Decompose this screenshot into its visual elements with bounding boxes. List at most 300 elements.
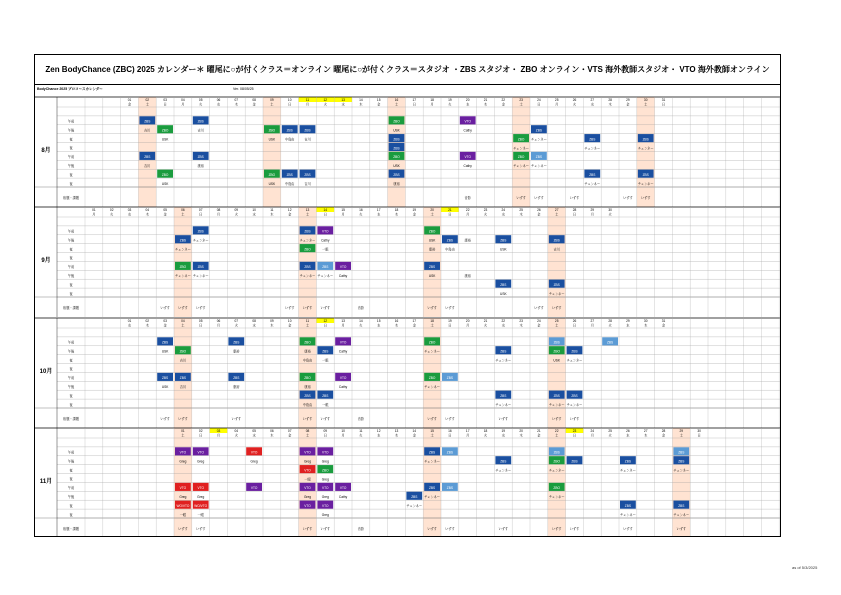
date-number: 06 — [216, 98, 221, 102]
row-label: 午前 — [67, 376, 75, 381]
weekday-label: 水 — [501, 212, 505, 217]
weekday-label: 金 — [377, 102, 381, 107]
teacher-name: USK — [268, 137, 276, 142]
homework-entry: いずす — [676, 527, 687, 531]
weekday-label: 金 — [501, 102, 505, 107]
weekday-label: 木 — [270, 433, 274, 438]
class-code: ZBS — [144, 119, 151, 124]
class-code: ZBS — [304, 229, 311, 234]
date-number: 26 — [572, 98, 577, 102]
weekday-label: 金 — [412, 212, 416, 217]
weekday-label: 土 — [555, 212, 559, 217]
date-number: 12 — [287, 208, 292, 212]
date-number: 17 — [412, 319, 417, 323]
saturday-column — [672, 428, 690, 536]
class-code: ZBS — [446, 238, 454, 243]
teacher-name: USK — [393, 164, 400, 169]
teacher-name: チェンネー — [317, 274, 334, 279]
teacher-name: 康裕 — [464, 238, 471, 243]
row-label: 夜 — [69, 146, 73, 151]
teacher-name: チェンネー — [620, 468, 636, 473]
weekday-label: 火 — [199, 102, 203, 107]
class-code: ZBS — [446, 376, 454, 381]
row-label: 夜 — [69, 393, 73, 398]
date-number: 09 — [234, 208, 239, 212]
teacher-name: USK — [161, 349, 169, 354]
teacher-name: Greg — [303, 459, 312, 464]
weekday-label: 日 — [448, 323, 452, 328]
teacher-name: Greg — [179, 495, 187, 500]
teacher-name: Greg — [321, 477, 329, 482]
weekday-label: 水 — [341, 102, 345, 107]
class-code: ZBS — [322, 393, 329, 398]
class-code: VTO — [179, 486, 187, 491]
homework-entry: いずす — [551, 306, 562, 310]
date-number: 05 — [198, 98, 203, 102]
date-number: 27 — [554, 208, 559, 212]
date-number: 30 — [697, 429, 701, 433]
teacher-name: USK — [161, 181, 169, 186]
homework-entry: いずす — [320, 306, 331, 310]
date-number: 31 — [661, 98, 666, 102]
row-label: 午前 — [67, 265, 75, 270]
date-number: 25 — [554, 98, 559, 102]
class-code: VTO — [304, 450, 311, 455]
date-number: 05 — [163, 208, 167, 212]
saturday-column — [299, 428, 317, 536]
date-number: 07 — [198, 208, 203, 212]
row-label: 午前 — [67, 229, 75, 234]
weekday-label: 水 — [252, 212, 256, 217]
homework-entry: いずす — [178, 527, 188, 531]
teacher-name: USK — [428, 238, 436, 243]
month-block-1 — [35, 97, 780, 207]
teacher-name: 吉川 — [179, 385, 187, 390]
row-label: 午後 — [67, 164, 75, 168]
class-code: ZBS — [304, 265, 311, 270]
weekday-label: 月 — [430, 102, 434, 107]
date-number: 22 — [554, 429, 559, 433]
class-code: ZBS — [428, 486, 436, 491]
weekday-label: 金 — [163, 323, 167, 328]
teacher-name: チェンネー — [637, 181, 654, 186]
class-code: ZBS — [553, 238, 560, 243]
teacher-name: チェンネー — [637, 146, 654, 151]
row-label: 夜 — [69, 402, 73, 407]
weekday-label: 木 — [270, 323, 274, 328]
weekday-label: 金 — [537, 323, 541, 328]
teacher-name: Cathy — [321, 238, 330, 243]
date-number: 25 — [519, 208, 523, 212]
teacher-name: 康裕 — [304, 349, 311, 354]
row-label: 午前 — [67, 155, 75, 160]
weekday-label: 木 — [519, 323, 523, 328]
weekday-label: 月 — [216, 433, 221, 438]
weekday-label: 火 — [359, 433, 363, 438]
date-number: 18 — [430, 319, 434, 323]
weekday-label: 日 — [323, 212, 327, 217]
date-number: 03 — [216, 429, 221, 433]
date-number: 29 — [590, 208, 595, 212]
date-number: 22 — [501, 98, 506, 102]
weekday-label: 日 — [572, 433, 577, 438]
date-number: 26 — [572, 319, 577, 323]
teacher-name: USK — [500, 247, 507, 252]
date-number: 08 — [252, 98, 256, 102]
class-code: ZBS — [233, 376, 240, 381]
teacher-name: チェンネー — [673, 468, 690, 473]
date-number: 14 — [359, 98, 363, 102]
weekday-label: 土 — [679, 433, 683, 438]
weekday-label: 金 — [537, 433, 541, 438]
date-number: 09 — [323, 429, 328, 433]
teacher-name: Cathy — [338, 495, 348, 500]
date-number: 07 — [287, 429, 292, 433]
row-label: 午後 — [67, 238, 75, 243]
homework-entry: いずす — [534, 306, 544, 310]
homework-entry: いずす — [195, 527, 206, 531]
weekday-label: 土 — [270, 102, 274, 107]
date-number: 20 — [519, 429, 523, 433]
saturday-column — [548, 318, 566, 428]
date-number: 26 — [537, 208, 541, 212]
class-code: ZBS — [535, 155, 543, 160]
homework-label: 宿題・課題 — [63, 417, 79, 421]
row-label: 午前 — [67, 119, 75, 124]
weekday-label: 木 — [234, 102, 238, 107]
teacher-name: 中島由 — [302, 358, 313, 363]
date-number: 12 — [323, 98, 328, 102]
teacher-name: チェンネー — [424, 385, 440, 390]
weekday-label: 水 — [127, 323, 132, 328]
weekday-label: 水 — [466, 102, 470, 107]
weekday-label: 火 — [234, 433, 238, 438]
date-number: 15 — [430, 429, 434, 433]
date-number: 29 — [626, 319, 630, 323]
class-code: ZBS — [411, 495, 418, 500]
weekday-label: 水 — [216, 102, 221, 107]
row-label: 夜 — [69, 358, 73, 363]
class-code: ZBS — [500, 349, 507, 354]
date-number: 10 — [252, 208, 256, 212]
class-code: ZBS — [161, 376, 169, 381]
homework-entry: いずす — [569, 417, 580, 421]
weekday-label: 土 — [430, 433, 434, 438]
row-label: 夜 — [69, 291, 73, 296]
class-code: VTO — [304, 503, 311, 508]
class-code: ZBO — [268, 172, 276, 177]
weekday-label: 火 — [483, 212, 488, 217]
teacher-name: 中島由 — [284, 137, 295, 142]
teacher-name: Greg — [250, 459, 258, 464]
date-number: 01 — [181, 429, 185, 433]
weekday-label: 日 — [199, 212, 203, 217]
teacher-name: チェンネー — [424, 495, 440, 500]
weekday-label: 水 — [626, 433, 630, 438]
class-code: ZBS — [553, 393, 560, 398]
date-number: 22 — [465, 208, 470, 212]
class-code: ZBS — [571, 349, 578, 354]
homework-entry: いずす — [302, 417, 313, 421]
date-number: 06 — [181, 208, 185, 212]
page-title: Zen BodyChance (ZBC) 2025 カレンダー＊ 曜尾に○が付くクラス＝オンライン 曜尾に○が付くクラス＝スタジオ ・ZBS スタジオ・ ZBO オンライン・VTS 海外教師スタジオ・ VTO 海外教師オンライン — [35, 55, 780, 85]
weekday-label: 月 — [216, 323, 221, 328]
weekday-label: 日 — [448, 433, 452, 438]
weekday-label: 月 — [466, 323, 470, 328]
class-code: ZBS — [500, 282, 507, 287]
teacher-name: USK — [500, 291, 507, 296]
class-code: ZBS — [393, 137, 400, 142]
teacher-name: USK — [393, 128, 400, 133]
date-number: 24 — [537, 319, 541, 323]
date-number: 02 — [145, 319, 150, 323]
teacher-name: USK — [428, 274, 436, 279]
teacher-name: チェンネー — [495, 358, 512, 363]
weekday-label: 木 — [608, 102, 612, 107]
weekday-label: 火 — [234, 323, 238, 328]
row-label: 夜 — [69, 181, 73, 186]
date-number: 06 — [270, 429, 274, 433]
date-number: 07 — [234, 98, 239, 102]
saturday-column — [548, 428, 566, 536]
class-code: ZBS — [500, 238, 507, 243]
class-code: ZBS — [553, 340, 560, 345]
month-label: 8月 — [41, 148, 51, 154]
homework-label: 宿題・課題 — [63, 306, 79, 310]
teacher-name: 中島由 — [445, 247, 455, 252]
weekday-label: 火 — [234, 212, 238, 217]
teacher-name: USK — [268, 181, 276, 186]
date-number: 15 — [376, 98, 381, 102]
date-number: 20 — [430, 208, 434, 212]
teacher-name: 吉川 — [197, 128, 204, 133]
teacher-name: 吉川 — [553, 247, 560, 252]
class-code: ZBS — [179, 376, 187, 381]
date-number: 29 — [679, 429, 684, 433]
date-number: 16 — [394, 319, 399, 323]
row-label: 午後 — [67, 459, 75, 464]
weekday-label: 木 — [394, 323, 399, 328]
weekday-label: 水 — [501, 323, 505, 328]
homework-entry: 音影 — [357, 306, 365, 310]
class-code: ZBS — [197, 155, 204, 160]
date-number: 01 — [127, 98, 132, 102]
date-number: 14 — [412, 429, 417, 433]
class-code: ZBS — [589, 137, 596, 142]
weekday-label: 土 — [181, 212, 185, 217]
homework-entry: いずす — [551, 417, 562, 421]
date-number: 25 — [554, 319, 559, 323]
class-code: ZBS — [161, 340, 169, 345]
teacher-name: チェンネー — [424, 349, 440, 354]
class-code: VTO — [339, 376, 347, 381]
teacher-name: チェンネー — [566, 358, 583, 363]
class-code: VTO — [339, 340, 347, 345]
homework-entry: いずす — [427, 527, 437, 531]
class-code: ZBO — [268, 128, 276, 133]
date-number: 18 — [394, 208, 399, 212]
date-number: 13 — [394, 429, 399, 433]
weekday-label: 木 — [644, 323, 648, 328]
weekday-label: 金 — [412, 433, 416, 438]
weekday-label: 金 — [661, 433, 666, 438]
date-number: 08 — [252, 319, 256, 323]
date-number: 11 — [270, 208, 274, 212]
weekday-label: 日 — [448, 212, 452, 217]
class-code: ZBS — [322, 349, 329, 354]
weekday-label: 火 — [448, 102, 452, 107]
date-number: 10 — [287, 319, 292, 323]
calendar-grid — [35, 55, 780, 536]
saturday-column — [637, 97, 655, 207]
homework-entry: いずす — [498, 527, 509, 531]
date-number: 19 — [501, 429, 506, 433]
date-number: 03 — [163, 319, 167, 323]
class-code: ZBS — [233, 340, 240, 345]
class-code: VTO — [464, 119, 471, 124]
saturday-column — [263, 97, 281, 207]
weekday-label: 月 — [466, 433, 470, 438]
date-number: 17 — [412, 98, 417, 102]
row-label: 夜 — [69, 137, 73, 142]
weekday-label: 月 — [341, 323, 345, 328]
teacher-name: 康裕 — [464, 274, 471, 279]
teacher-name: チェンネー — [175, 274, 191, 279]
weekday-label: 火 — [359, 323, 363, 328]
date-number: 21 — [537, 429, 541, 433]
date-number: 07 — [234, 319, 239, 323]
teacher-name: チェンネー — [192, 274, 209, 279]
date-number: 16 — [359, 208, 363, 212]
row-label: 夜 — [69, 247, 73, 252]
month-label: 11月 — [39, 479, 53, 485]
row-label: 午後 — [67, 495, 75, 499]
homework-entry: いずす — [178, 417, 188, 421]
homework-entry: いずす — [445, 417, 455, 421]
weekday-label: 土 — [305, 323, 310, 328]
homework-entry: 音影 — [357, 417, 365, 421]
class-code: VTO — [304, 468, 311, 473]
class-code: VTO — [322, 450, 329, 455]
date-number: 16 — [448, 429, 452, 433]
date-number: 10 — [287, 98, 292, 102]
weekday-label: 水 — [377, 323, 381, 328]
weekday-label: 月 — [555, 102, 559, 107]
date-number: 21 — [483, 98, 488, 102]
class-code: ZBS — [446, 450, 454, 455]
saturday-column — [423, 428, 441, 536]
teacher-name: Greg — [197, 459, 205, 464]
teacher-name: Greg — [179, 459, 187, 464]
class-code: ZBO — [179, 349, 187, 354]
class-code: ZBO — [322, 468, 329, 473]
date-number: 23 — [519, 98, 523, 102]
teacher-name: 一眼 — [322, 358, 329, 363]
date-number: 06 — [216, 319, 221, 323]
date-number: 10 — [341, 429, 345, 433]
class-code: ZBS — [304, 128, 311, 133]
class-code: VTO — [179, 450, 187, 455]
homework-entry: いずす — [427, 417, 437, 421]
date-number: 19 — [448, 98, 452, 102]
teacher-name: USK — [553, 358, 560, 363]
teacher-name: Cathy — [463, 164, 472, 169]
date-number: 11 — [305, 319, 310, 323]
date-number: 18 — [430, 98, 434, 102]
row-label: 夜 — [69, 282, 73, 287]
weekday-label: 土 — [644, 102, 648, 107]
date-number: 17 — [465, 429, 470, 433]
homework-entry: いずす — [640, 196, 651, 200]
teacher-name: 吉川 — [179, 358, 187, 363]
class-code: WO/VTO — [194, 503, 208, 508]
teacher-name: チェンネー — [299, 274, 316, 279]
weekday-label: 土 — [181, 323, 185, 328]
teacher-name: 一眼 — [304, 477, 311, 482]
weekday-label: 金 — [537, 212, 541, 217]
class-code: ZBS — [606, 340, 614, 345]
date-number: 01 — [127, 319, 132, 323]
weekday-label: 火 — [608, 433, 612, 438]
date-number: 13 — [305, 208, 310, 212]
date-number: 09 — [270, 319, 274, 323]
weekday-label: 金 — [252, 102, 256, 107]
homework-entry: いずす — [623, 527, 633, 531]
class-code: ZBS — [553, 282, 560, 287]
date-number: 30 — [643, 319, 648, 323]
homework-entry: いずす — [284, 306, 295, 310]
homework-entry: いずす — [302, 527, 313, 531]
date-number: 04 — [181, 98, 185, 102]
weekday-label: 火 — [483, 323, 488, 328]
weekday-label: 木 — [145, 323, 149, 328]
class-code: VTO — [322, 229, 329, 234]
date-number: 15 — [376, 319, 381, 323]
date-number: 23 — [519, 319, 523, 323]
class-code: ZBO — [161, 128, 169, 133]
class-code: ZBO — [553, 349, 560, 354]
class-code: ZBO — [304, 376, 311, 381]
date-number: 11 — [305, 98, 310, 102]
weekday-label: 木 — [270, 212, 274, 217]
weekday-label: 火 — [359, 212, 363, 217]
class-code: ZBS — [286, 128, 293, 133]
class-code: VTO — [464, 155, 471, 160]
teacher-name: チェンネー — [513, 164, 529, 169]
homework-entry: いずす — [427, 306, 437, 310]
homework-entry: いずす — [320, 527, 331, 531]
weekday-label: 土 — [430, 323, 434, 328]
date-number: 30 — [608, 208, 612, 212]
class-code: ZBS — [500, 393, 507, 398]
date-number: 25 — [608, 429, 612, 433]
class-code: VTO — [250, 450, 258, 455]
row-label: 夜 — [69, 367, 73, 372]
weekday-label: 土 — [519, 102, 523, 107]
class-code: ZBS — [322, 265, 329, 270]
class-code: ZBO — [304, 247, 311, 252]
weekday-label: 水 — [590, 102, 594, 107]
weekday-label: 木 — [644, 433, 648, 438]
weekday-label: 月 — [341, 433, 345, 438]
class-code: ZBS — [144, 155, 151, 160]
teacher-name: チェンネー — [424, 459, 440, 464]
weekday-label: 土 — [145, 102, 149, 107]
teacher-name: Cathy — [338, 274, 348, 279]
class-code: ZBS — [642, 172, 649, 177]
weekday-label: 木 — [519, 212, 523, 217]
weekday-label: 日 — [323, 323, 327, 328]
